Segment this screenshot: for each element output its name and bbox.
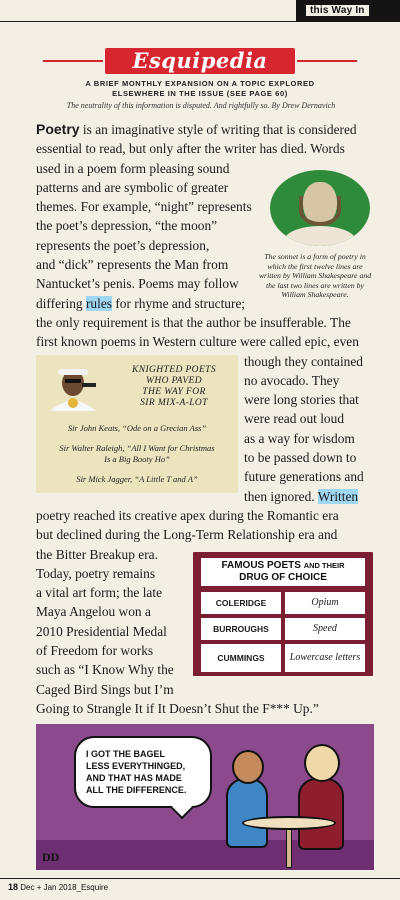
speech-bubble: I GOT THE BAGEL LESS EVERYTHINGED, AND THAT HAS MADE ALL THE DIFFERENCE. [74, 736, 212, 808]
knighted-poet-item: Sir Mick Jagger, “A Little T and A” [76, 474, 198, 484]
lead-word: Poetry [36, 121, 80, 137]
body-line: but declined during the Long-Term Relationship era and [36, 527, 338, 543]
body-line: were long stories that [244, 392, 359, 408]
body-line: such as “I Know Why the [36, 662, 174, 678]
body-line: a vital art form; the late [36, 585, 163, 601]
body-line: no avocado. They [244, 372, 340, 388]
body-line: and “dick” represents the Man from [36, 257, 229, 273]
disclaimer-byline: The neutrality of this information is disputed. And rightfully so. By Drew Dernavich [66, 101, 336, 110]
body-line: future generations and [244, 469, 364, 485]
body-line: as a way for wisdom [244, 430, 355, 446]
body-line: patterns and are symbolic of greater [36, 179, 229, 195]
body-line: of Freedom for works [36, 643, 154, 659]
poet-cell: COLERIDGE [201, 592, 281, 614]
body-line: Today, poetry remains [36, 565, 156, 581]
body-line: differing rules for rhyme and structure; [36, 295, 246, 311]
knighted-poet-item: Is a Big Booty Ho” [104, 454, 170, 464]
esquipedia-logo [105, 48, 295, 74]
drug-cell: Opium [285, 592, 365, 614]
body-line: used in a poem form pleasing sound [36, 160, 230, 176]
body-line: represents the poet’s depression, [36, 237, 210, 253]
page-footer [8, 882, 108, 892]
sonnet-caption: The sonnet is a form of poetry in which the first twelve lines are written by William Shakespeare and the last two lines are written by William Shakespeare. [258, 252, 372, 300]
sir-mix-a-lot-photo [44, 363, 102, 411]
logo-text: Esquipedia [132, 48, 268, 73]
poet-cell: CUMMINGS [201, 644, 281, 672]
kicker-line-2: ELSEWHERE IN THE ISSUE (SEE PAGE 60) [112, 89, 288, 98]
cartoon-person-speaking-head [232, 750, 264, 784]
cartoon-person-listening [298, 778, 344, 850]
issue-label: Dec + Jan 2018_Esquire [20, 883, 109, 892]
body-line: Going to Strangle It if It Doesn’t Shut the F*** Up.” [36, 700, 319, 716]
header-rule [0, 21, 300, 22]
written-link[interactable]: Written [317, 488, 359, 504]
cafe-table [242, 816, 336, 830]
body-line: essential to read, but only after the writer has died. Words [36, 141, 345, 157]
body-line: themes. For example, “night” represents [36, 199, 252, 215]
body-line: the poet’s depression, “the moon” [36, 218, 218, 234]
body-line: first known poems in Western culture were called epic, even [36, 334, 359, 350]
cartoon-person-listening-head [304, 744, 340, 782]
body-line: though they contained [244, 353, 363, 369]
body-line: Nantucket’s penis. Poems may follow [36, 276, 239, 292]
knighted-poet-item: Sir Walter Raleigh, “All I Want for Christmas [59, 443, 215, 453]
body-line: Maya Angelou won a [36, 604, 151, 620]
drug-cell: Speed [285, 618, 365, 640]
drug-cell: Lowercase letters [285, 644, 365, 672]
kicker [60, 79, 340, 99]
portrait-beard [299, 196, 341, 226]
body-line: Poetry is an imaginative style of writing that is considered [36, 121, 357, 137]
shakespeare-portrait [270, 170, 370, 246]
section-header [0, 0, 400, 22]
body-line: to be passed down to [244, 450, 357, 466]
body-line: poetry reached its creative apex during the Romantic era [36, 507, 339, 523]
knighted-poet-item: Sir John Keats, “Ode on a Grecian Ass” [67, 423, 207, 433]
body-line: 2010 Presidential Medal [36, 623, 167, 639]
body-line: the only requirement is that the author be insufferable. The [36, 314, 351, 330]
body-line: the Bitter Breakup era. [36, 546, 158, 562]
kicker-line-1: A BRIEF MONTHLY EXPANSION ON A TOPIC EXPLORED [85, 79, 315, 88]
body-line: Caged Bird Sings but I’m [36, 681, 174, 697]
cafe-table-leg [286, 828, 292, 868]
portrait-collar [284, 226, 356, 246]
poet-cell: BURROUGHS [201, 618, 281, 640]
page-number: 18 [8, 882, 19, 892]
bagel-cartoon [36, 724, 374, 870]
section-title: this Way In [306, 5, 369, 16]
cartoon-person-speaking [226, 778, 268, 848]
drug-table-title: FAMOUS POETS AND THEIR DRUG OF CHOICE [201, 558, 365, 586]
drug-of-choice-table [193, 552, 373, 676]
knighted-poets-box [36, 355, 238, 493]
rules-link[interactable]: rules [85, 295, 112, 311]
body-line: then ignored. Written [244, 488, 359, 504]
artist-signature: DD [42, 850, 60, 864]
body-line: were read out loud [244, 411, 345, 427]
knighted-poets-title: KNIGHTED POETS WHO PAVED THE WAY FOR SIR MIX-A-LOT [132, 365, 216, 408]
footer-rule [0, 878, 400, 879]
